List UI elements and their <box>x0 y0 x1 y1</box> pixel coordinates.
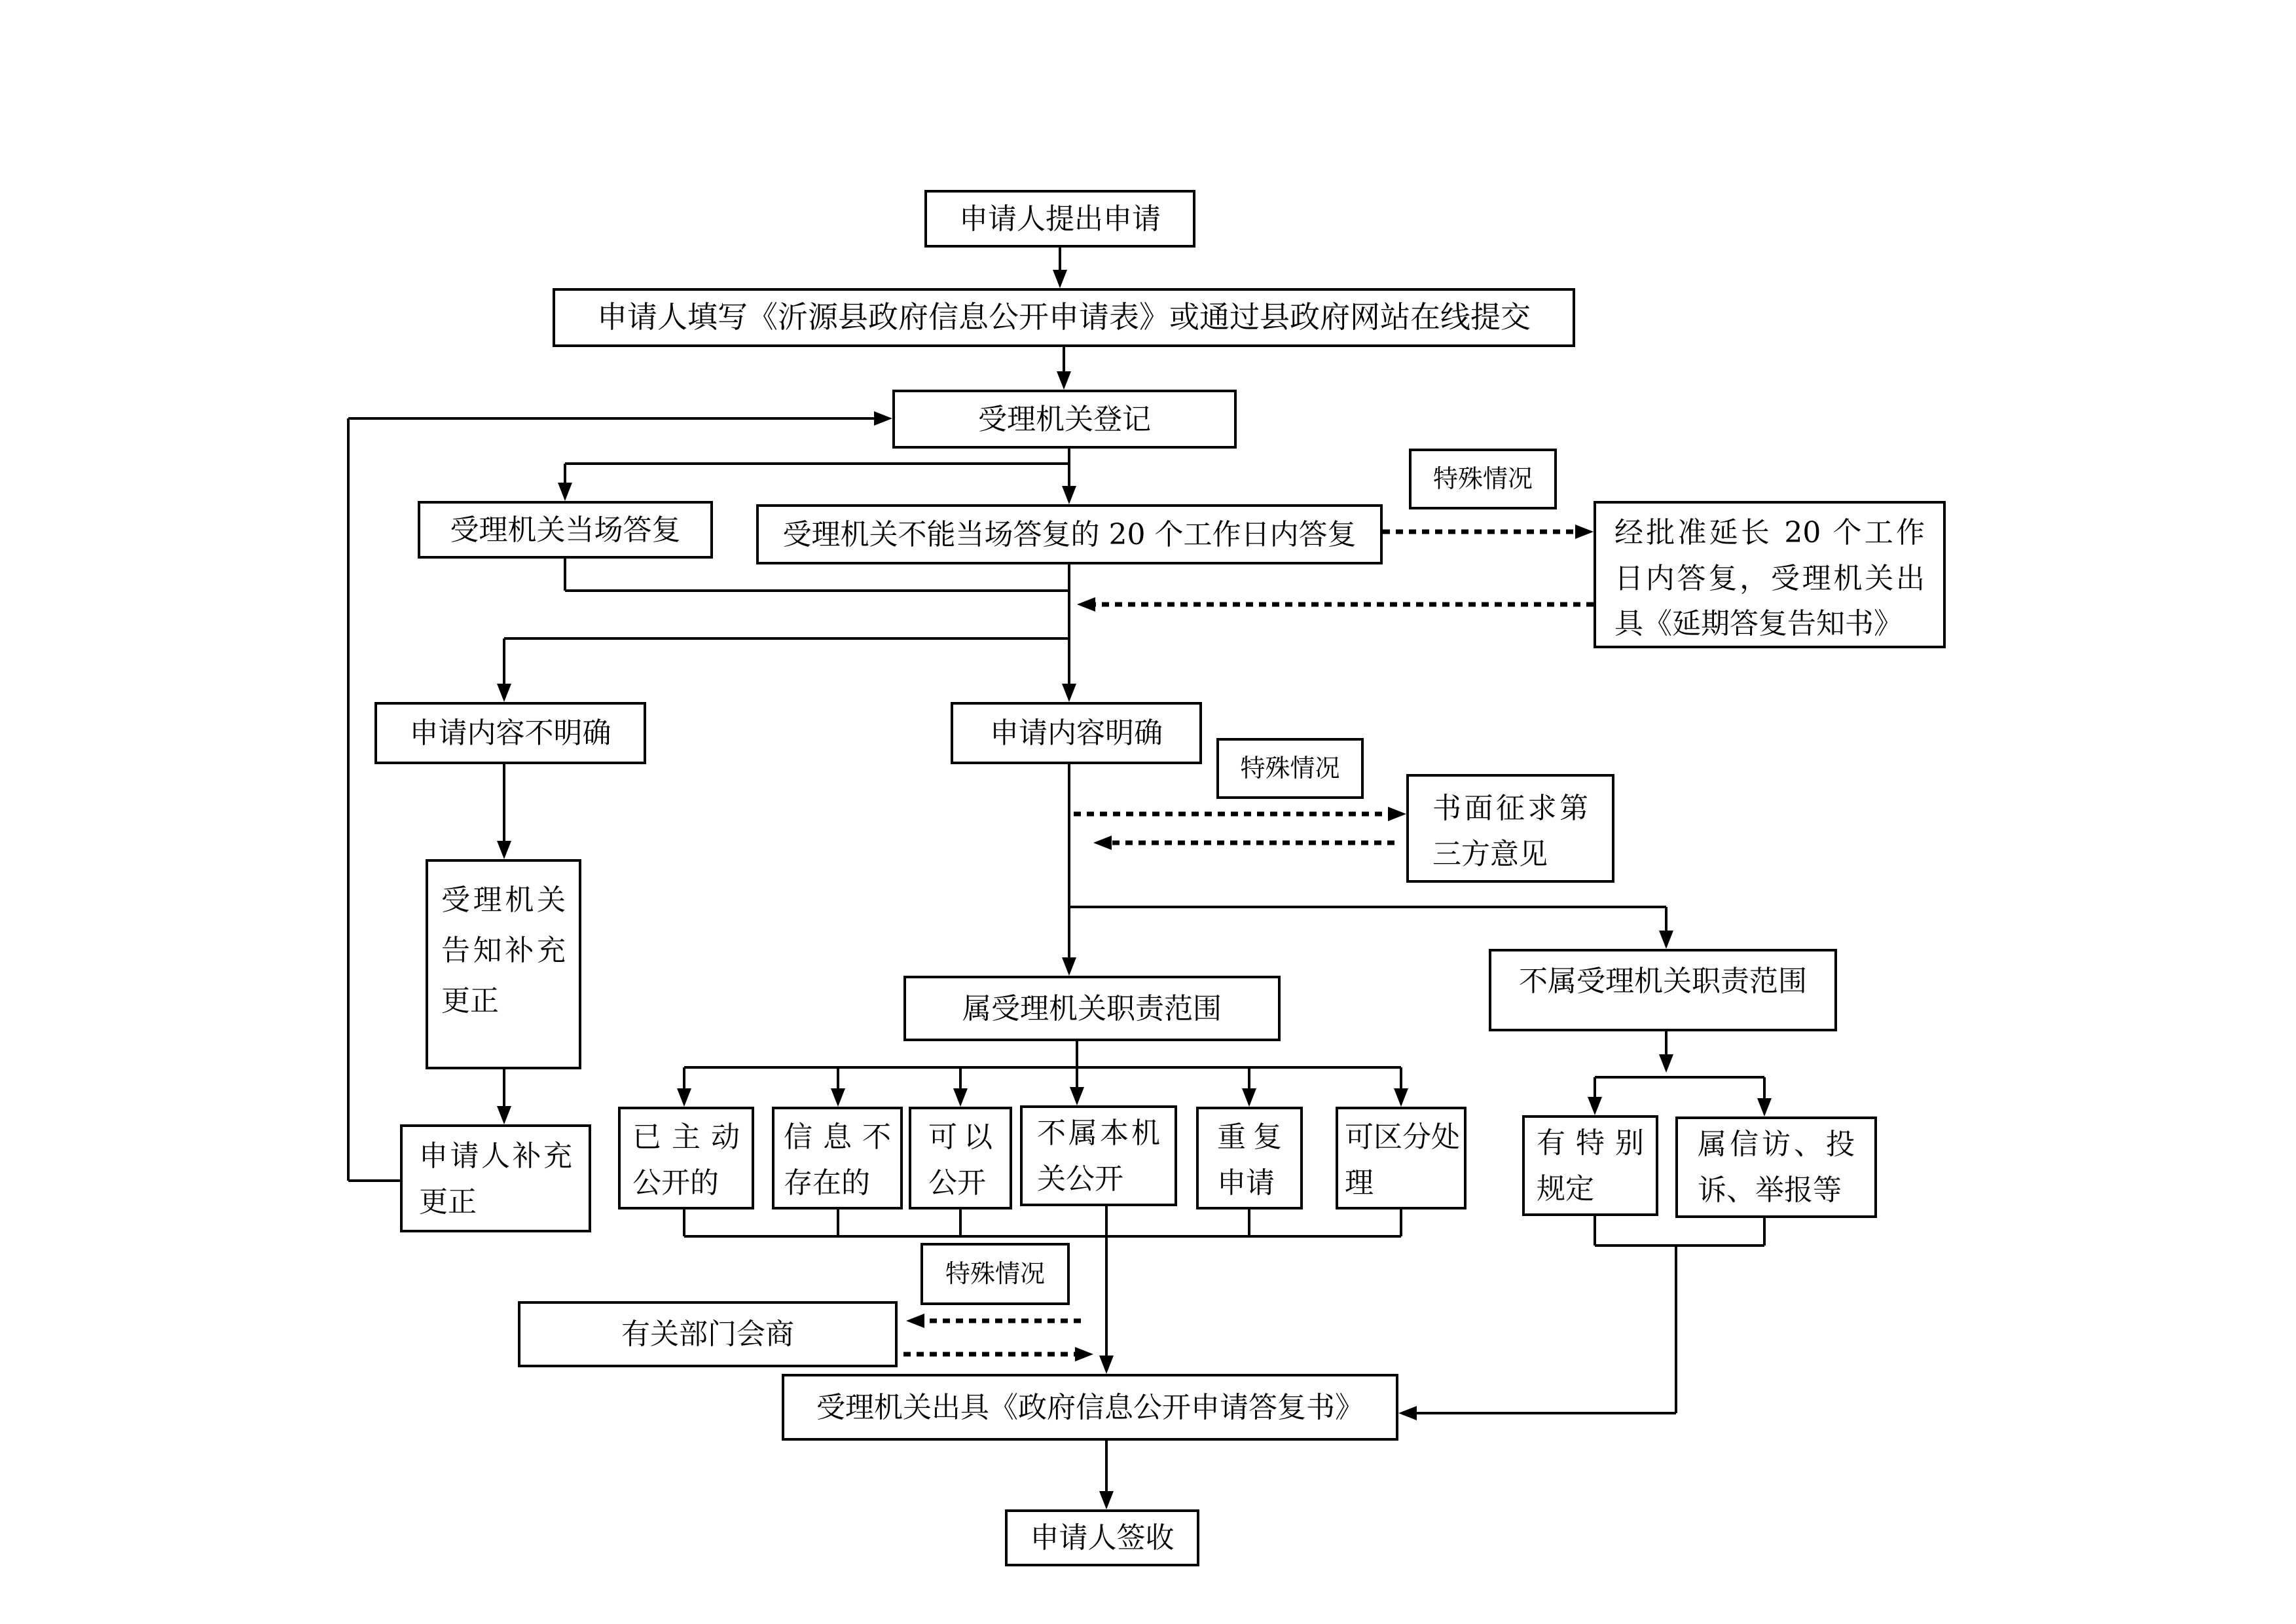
node-applicant-sign: 申请人签收 <box>1005 1509 1199 1566</box>
node-separable-handling: 可区分处理 <box>1336 1107 1467 1209</box>
node-special-case-1: 特殊情况 <box>1409 449 1557 509</box>
node-notify-supplement: 受理机关告知补充更正 <box>426 859 581 1069</box>
node-applicant-submit: 申请人提出申请 <box>924 190 1195 248</box>
node-onsite-reply: 受理机关当场答复 <box>418 501 713 559</box>
node-special-provision: 有特别规定 <box>1522 1115 1658 1216</box>
node-dept-consultation: 有关部门会商 <box>518 1301 898 1367</box>
node-special-case-3: 特殊情况 <box>920 1243 1070 1305</box>
node-repeat-request: 重复申请 <box>1196 1107 1303 1209</box>
node-out-of-scope: 不属受理机关职责范围 <box>1489 949 1837 1031</box>
node-info-not-exist: 信息不存在的 <box>772 1107 903 1209</box>
node-reply-document: 受理机关出具《政府信息公开申请答复书》 <box>782 1374 1398 1441</box>
node-fill-form: 申请人填写《沂源县政府信息公开申请表》或通过县政府网站在线提交 <box>553 288 1575 347</box>
node-applicant-supplement: 申请人补充更正 <box>400 1124 591 1232</box>
node-content-unclear: 申请内容不明确 <box>374 702 646 764</box>
node-third-party-opinion: 书面征求第三方意见 <box>1406 774 1614 883</box>
node-can-disclose: 可以公开 <box>909 1107 1012 1209</box>
node-not-this-agency: 不属本机关公开 <box>1020 1105 1177 1206</box>
node-content-clear: 申请内容明确 <box>951 702 1202 764</box>
node-already-public: 已主动公开的 <box>618 1107 754 1209</box>
node-in-scope: 属受理机关职责范围 <box>903 976 1281 1041</box>
node-special-case-2: 特殊情况 <box>1216 738 1364 799</box>
node-register: 受理机关登记 <box>892 390 1237 449</box>
node-extend-reply: 经批准延长 20 个工作日内答复，受理机关出具《延期答复告知书》 <box>1594 501 1946 648</box>
node-petition-complaint: 属信访、投诉、举报等 <box>1675 1116 1877 1218</box>
node-reply-20-days: 受理机关不能当场答复的 20 个工作日内答复 <box>756 504 1383 564</box>
